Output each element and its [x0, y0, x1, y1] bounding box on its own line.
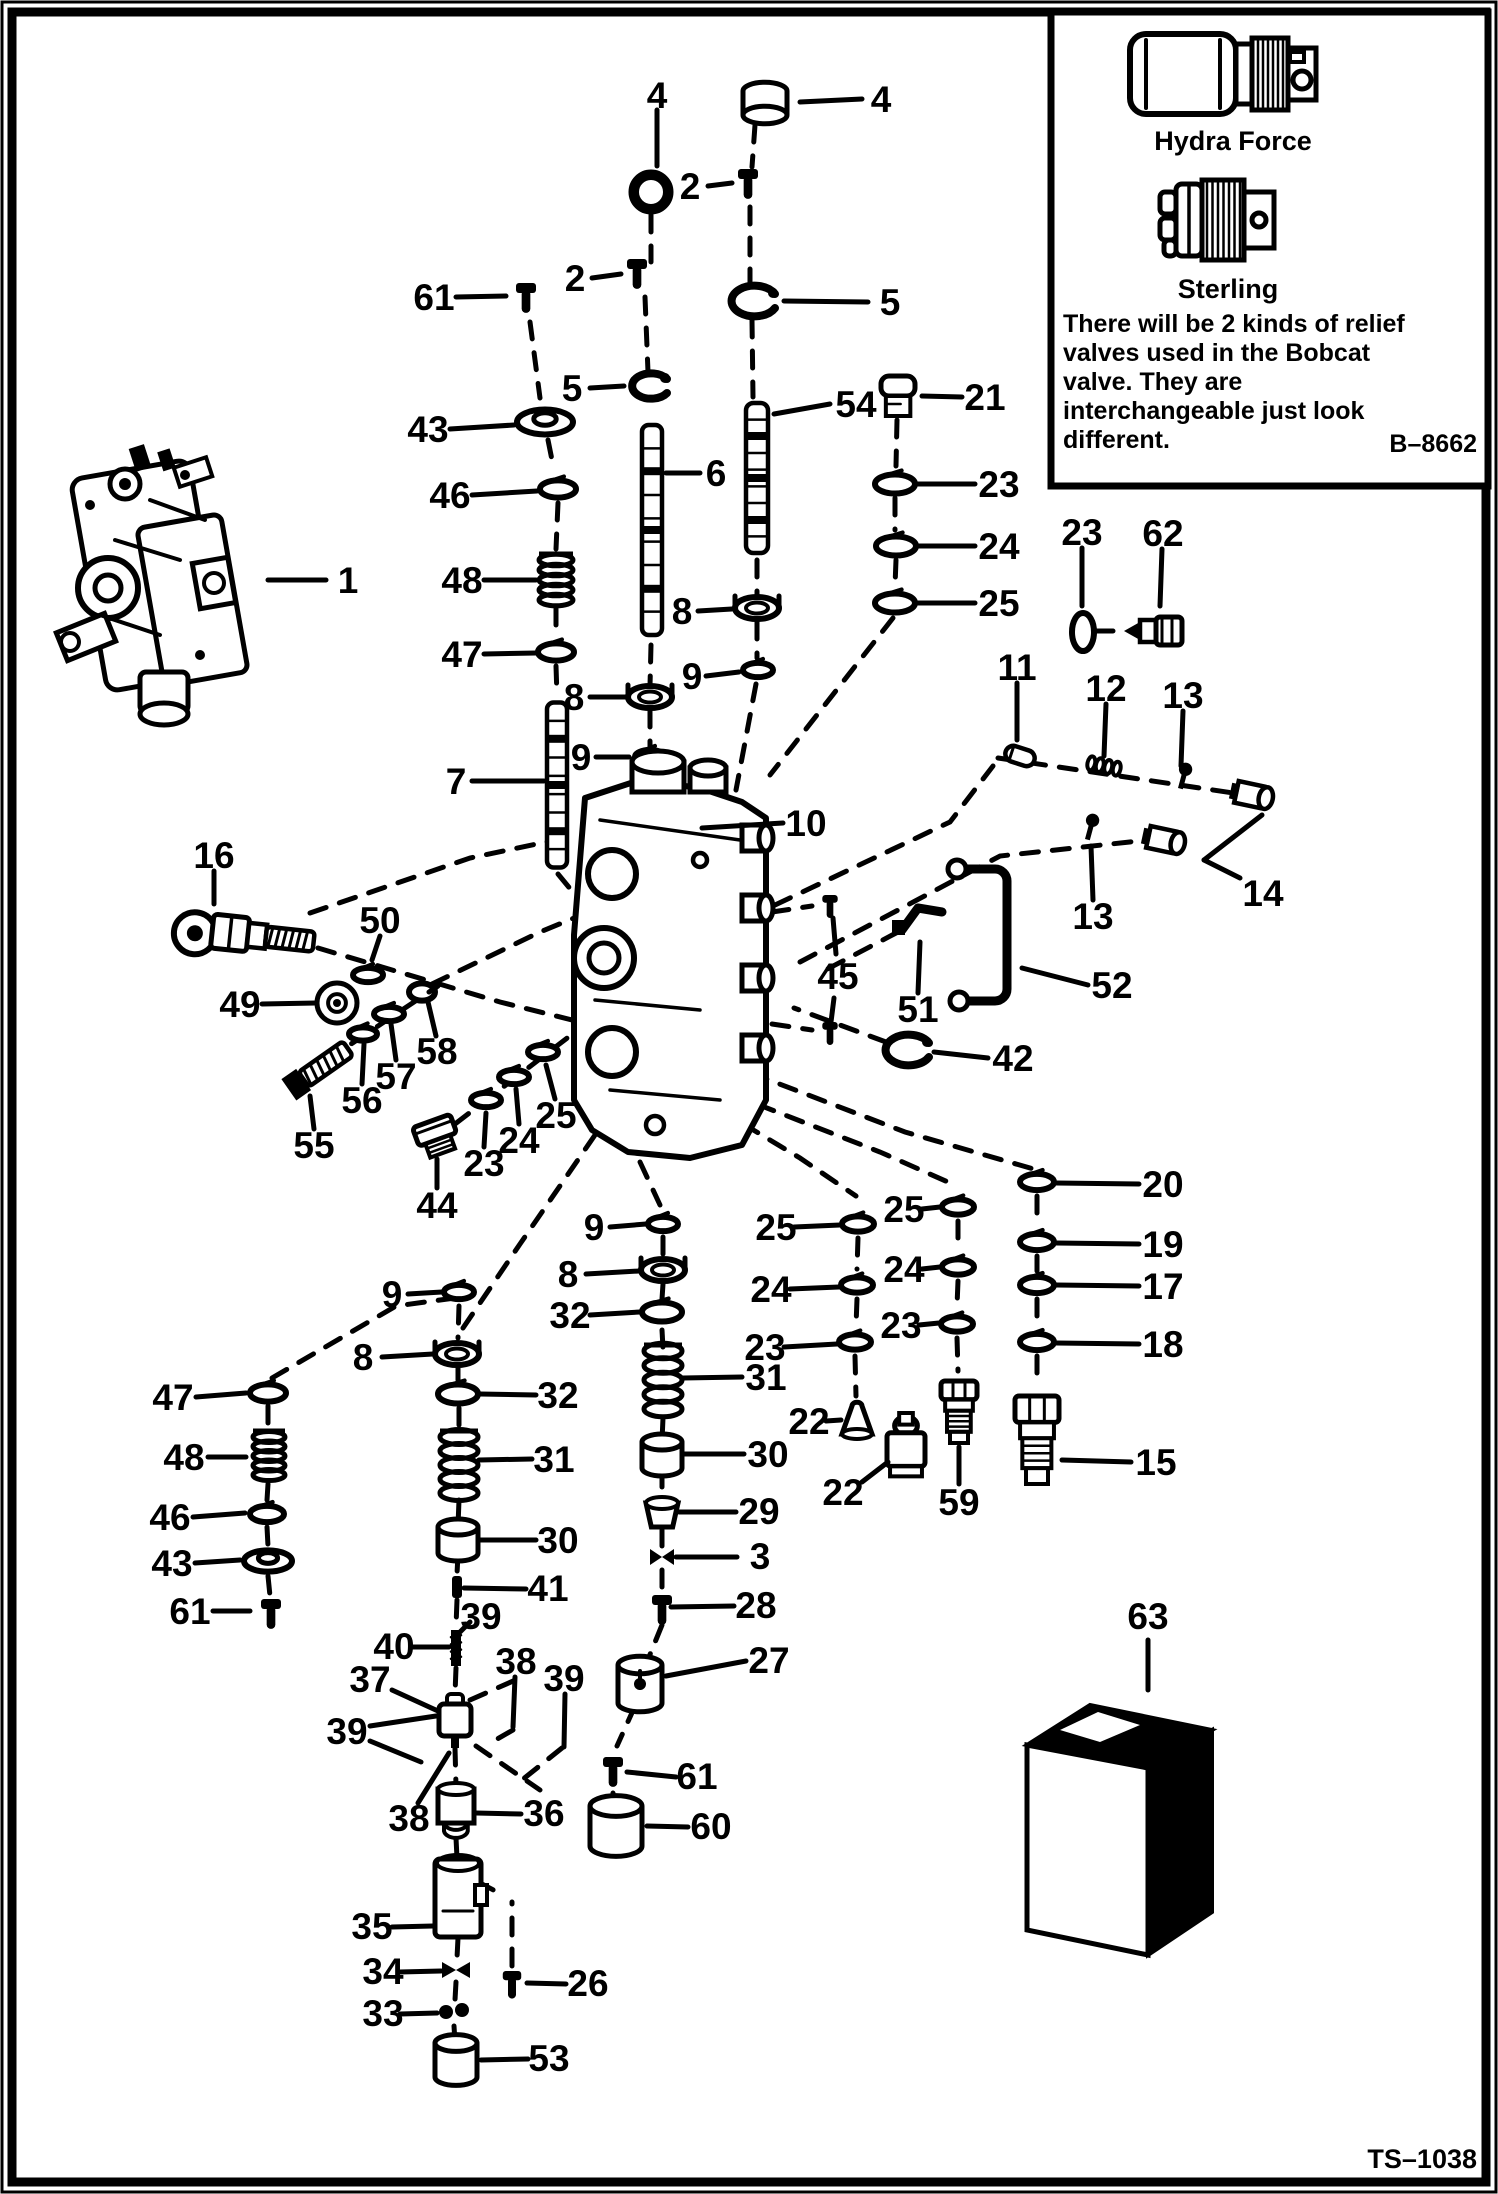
part-number-label: 33	[362, 1993, 404, 2034]
part-number-label: 46	[429, 475, 471, 516]
part-number-label: 11	[997, 647, 1037, 688]
part-number-label: 61	[169, 1591, 211, 1632]
assembly-axis-dashed	[772, 906, 812, 912]
part-handle-16	[172, 910, 316, 966]
part-number-label: 5	[879, 282, 901, 323]
part-number-label: 31	[533, 1439, 575, 1480]
assembly-axis-dashed	[310, 838, 565, 913]
part-number-label: 45	[817, 956, 859, 997]
part-number-label: 47	[441, 634, 483, 675]
part-spring-48L	[253, 1431, 285, 1481]
part-washer-23d	[839, 1330, 871, 1349]
part-number-label: 25	[978, 583, 1020, 624]
part-spool-6	[642, 425, 662, 635]
assembly-axis-dashed	[458, 1306, 459, 1338]
part-number-label: 13	[1072, 896, 1114, 937]
assembly-axis-dashed	[455, 1668, 456, 1694]
part-number-label: 8	[563, 677, 585, 718]
part-number-label: 2	[679, 166, 701, 207]
note-line: valve. They are	[1063, 368, 1243, 396]
sheet-code: TS–1038	[1367, 2144, 1477, 2174]
part-number-label: 62	[1142, 513, 1184, 554]
part-number-label: 61	[676, 1756, 718, 1797]
part-fitting-14a	[1228, 780, 1275, 810]
part-number-label: 17	[1142, 1266, 1184, 1307]
part-cap-4-right	[743, 82, 787, 124]
part-washer-23a	[471, 1089, 501, 1107]
assembly-axis-dashed	[456, 1600, 457, 1626]
part-number-label: 2	[564, 258, 586, 299]
part-plug-22b	[887, 1413, 925, 1476]
part-number-label: 4	[646, 75, 668, 116]
assembly-axis-dashed	[772, 1024, 812, 1030]
part-washer-47a	[538, 639, 574, 660]
hydra-force-valve-drawing	[1130, 34, 1316, 114]
assembly-axis-dashed	[522, 1748, 562, 1780]
valve1-name-label: Hydra Force	[1154, 126, 1312, 156]
part-number-label: 43	[407, 409, 449, 450]
part-screw-61L	[261, 1599, 281, 1629]
part-washer-47L	[250, 1380, 286, 1401]
part-screw-13b	[1081, 812, 1101, 841]
part-number-label: 39	[326, 1711, 368, 1752]
part-number-label: 36	[523, 1793, 565, 1834]
part-screw-61a	[516, 283, 536, 313]
part-number-label: 46	[149, 1497, 191, 1538]
assembly-axis-dashed	[640, 1162, 660, 1205]
assembly-axis-dashed	[432, 914, 584, 984]
part-washer-25e	[942, 1195, 974, 1214]
valve2-name-label: Sterling	[1177, 274, 1279, 304]
part-number-label: 56	[341, 1080, 383, 1121]
part-number-label: 4	[870, 79, 892, 120]
part-balls-33	[439, 2003, 469, 2019]
part-dish-43a	[517, 410, 573, 435]
part-elbow-51	[892, 908, 942, 935]
part-washer-25d	[842, 1212, 874, 1231]
part-number-label: 23	[978, 464, 1020, 505]
assembly-axis-dashed	[895, 560, 896, 586]
part-number-label: 39	[543, 1658, 585, 1699]
part-number-label: 13	[1162, 675, 1204, 716]
part-washer-9a	[743, 659, 773, 677]
assembly-axis-dashed	[492, 1730, 513, 1742]
part-seat-22a	[842, 1402, 872, 1439]
part-number-label: 22	[788, 1401, 830, 1442]
part-number-label: 30	[537, 1520, 579, 1561]
part-number-label: 40	[373, 1626, 415, 1667]
relief-valve-note-box	[1051, 12, 1488, 486]
part-cupw-8c	[435, 1342, 479, 1365]
part-spring-48a	[539, 554, 573, 606]
part-number-label: 37	[349, 1659, 391, 1700]
part-number-label: 58	[416, 1031, 458, 1072]
part-oring-23d	[1072, 613, 1094, 651]
part-number-label: 60	[690, 1806, 732, 1847]
part-number-label: 3	[749, 1536, 771, 1577]
part-relief-15	[1015, 1396, 1059, 1484]
part-washer-24a	[499, 1066, 529, 1084]
note-line: interchangeable just look	[1063, 397, 1365, 425]
part-number-label: 38	[388, 1798, 430, 1839]
part-fitting-14b	[1140, 825, 1187, 855]
part-number-label: 23	[463, 1143, 505, 1184]
part-bracket-52	[948, 860, 1007, 1010]
assembly-axis-dashed	[649, 1625, 662, 1657]
part-number-label: 38	[495, 1641, 537, 1682]
part-number-label: 43	[151, 1543, 193, 1584]
part-clip-5a	[732, 286, 778, 317]
assembly-axis-dashed	[455, 1748, 456, 1786]
part-number-label: 59	[938, 1482, 980, 1523]
part-number-label: 28	[735, 1585, 777, 1626]
assembly-axis-dashed	[794, 1008, 886, 1042]
part-number-label: 34	[362, 1951, 404, 1992]
part-number-label: 25	[535, 1095, 577, 1136]
part-dish-43L	[244, 1550, 292, 1571]
assembly-axis-dashed	[476, 1746, 540, 1790]
figure-code: B–8662	[1389, 430, 1477, 458]
assembly-axis-dashed	[957, 1338, 958, 1371]
part-number-label: 25	[883, 1189, 925, 1230]
part-number-label: 1	[337, 560, 359, 601]
assembly-axis-dashed	[556, 666, 557, 696]
part-number-label: 16	[193, 835, 235, 876]
part-screw-45l	[822, 1022, 837, 1045]
part-number-label: 32	[549, 1295, 591, 1336]
part-number-label: 63	[1127, 1596, 1169, 1637]
part-spool-54	[746, 403, 768, 553]
part-number-label: 42	[992, 1038, 1034, 1079]
assembly-axis-dashed	[736, 684, 756, 790]
part-cupw-8a	[735, 596, 779, 619]
part-spring-31c	[644, 1343, 682, 1417]
assembly-axis-dashed	[457, 1938, 458, 1958]
part-washer-18	[1020, 1330, 1054, 1350]
assembly-axis-dashed	[645, 297, 648, 372]
part-number-label: 49	[219, 984, 261, 1025]
assembly-axis-dashed	[896, 420, 897, 466]
part-spool-7	[547, 703, 567, 868]
part-number-label: 9	[381, 1274, 403, 1315]
part-number-label: 24	[883, 1249, 925, 1290]
part-valve-59	[941, 1381, 977, 1443]
part-number-label: 41	[527, 1568, 569, 1609]
part-assembly-1	[56, 444, 248, 725]
part-number-label: 27	[748, 1640, 790, 1681]
part-washer-34	[442, 1962, 470, 1978]
assembly-axis-dashed	[662, 1284, 663, 1299]
part-number-label: 54	[835, 384, 877, 425]
part-washer-25c	[875, 589, 915, 612]
part-screw-28	[652, 1595, 672, 1625]
part-number-label: 9	[570, 737, 592, 778]
part-fitting-62	[1124, 617, 1182, 645]
part-number-label: 30	[747, 1434, 789, 1475]
part-washer-9c	[444, 1281, 474, 1299]
part-washer-24c	[876, 532, 916, 555]
part-number-label: 31	[745, 1357, 787, 1398]
part-number-label: 8	[671, 591, 693, 632]
assembly-axis-dashed	[857, 1238, 858, 1269]
part-number-label: 29	[738, 1491, 780, 1532]
part-washer-9d	[648, 1213, 678, 1231]
assembly-axis-dashed	[957, 1281, 958, 1306]
part-washer-20	[1020, 1170, 1054, 1190]
note-line: different.	[1063, 426, 1170, 454]
part-number-label: 44	[416, 1185, 458, 1226]
part-number-label: 7	[445, 761, 467, 802]
part-number-label: 25	[755, 1207, 797, 1248]
assembly-axis-dashed	[267, 1527, 268, 1546]
part-number-label: 24	[498, 1120, 540, 1161]
part-cyl-11	[1003, 744, 1036, 768]
part-washer-56	[349, 1023, 377, 1040]
assembly-axis-dashed	[268, 1576, 270, 1596]
part-number-label: 21	[964, 377, 1006, 418]
part-number-label: 52	[1091, 965, 1133, 1006]
part-cup-30b	[438, 1519, 478, 1561]
assembly-axis-dashed	[856, 1299, 857, 1326]
part-washer-25a	[528, 1041, 558, 1059]
assembly-axis-dashed	[267, 1484, 268, 1500]
part-number-label: 47	[152, 1377, 194, 1418]
part-number-label: 55	[293, 1125, 335, 1166]
part-piston-27	[618, 1656, 662, 1712]
part-number-label: 5	[561, 368, 583, 409]
assembly-axis-dashed	[752, 320, 753, 397]
part-plug-44	[412, 1114, 461, 1160]
part-washer-17	[1020, 1273, 1054, 1293]
part-number-label: 19	[1142, 1224, 1184, 1265]
part-washer-3	[650, 1549, 674, 1565]
part-number-label: 23	[744, 1327, 786, 1368]
part-washer-24e	[942, 1255, 974, 1274]
part-box-63	[1027, 1705, 1212, 1955]
part-washer-57	[374, 1003, 404, 1021]
assembly-axis-dashed	[650, 645, 651, 686]
assembly-axis-dashed	[455, 1982, 456, 2000]
part-screw-2a	[738, 169, 758, 199]
note-line: There will be 2 kinds of relief	[1063, 310, 1405, 338]
part-number-label: 48	[163, 1437, 205, 1478]
part-number-label: 50	[359, 900, 401, 941]
part-number-label: 24	[750, 1269, 792, 1310]
part-spring-31b	[440, 1429, 478, 1500]
part-number-label: 51	[897, 989, 939, 1030]
part-number-label: 22	[822, 1472, 864, 1513]
part-number-label: 53	[528, 2038, 570, 2079]
part-plug-21	[881, 376, 915, 416]
assembly-axis-dashed	[855, 1356, 856, 1396]
part-cup-53	[435, 2035, 477, 2086]
part-number-label: 35	[351, 1906, 393, 1947]
part-screw-45u	[822, 895, 837, 918]
part-number-label: 15	[1135, 1442, 1177, 1483]
part-number-label: 26	[567, 1963, 609, 2004]
part-washer-24d	[841, 1273, 873, 1292]
assembly-axis-dashed	[556, 503, 558, 549]
part-valve-body-10	[574, 751, 773, 1158]
part-number-label: 10	[785, 803, 827, 844]
part-number-label: 20	[1142, 1164, 1184, 1205]
part-washer-32c	[642, 1298, 682, 1321]
part-washer-23c	[875, 470, 915, 493]
part-screw-61b	[603, 1757, 623, 1787]
assembly-axis-dashed	[530, 322, 540, 398]
part-washer-32b	[438, 1380, 478, 1403]
part-screw-2b	[627, 259, 647, 289]
part-pin-41	[452, 1576, 462, 1598]
part-cupw-8b	[628, 685, 672, 708]
part-washer-46L	[250, 1502, 284, 1522]
part-cupw-8d	[641, 1258, 685, 1281]
part-number-label: 48	[441, 560, 483, 601]
part-screw-26	[503, 1971, 521, 1999]
part-cap-4-left	[630, 171, 672, 213]
assembly-axis-dashed	[752, 125, 755, 167]
part-washer-19	[1020, 1230, 1054, 1250]
part-number-label: 39	[460, 1596, 502, 1637]
assembly-axis-dashed	[548, 440, 554, 470]
part-number-label: 23	[1061, 512, 1103, 553]
part-number-label: 23	[880, 1305, 922, 1346]
part-poppet-37	[439, 1694, 471, 1748]
part-bush-36	[438, 1783, 474, 1838]
note-line: valves used in the Bobcat	[1063, 339, 1371, 367]
sterling-valve-drawing	[1160, 180, 1274, 260]
part-number-label: 8	[557, 1254, 579, 1295]
part-number-label: 8	[352, 1337, 374, 1378]
part-number-label: 9	[681, 656, 703, 697]
part-clip-42	[886, 1035, 932, 1066]
part-number-label: 14	[1242, 873, 1284, 914]
part-number-label: 6	[705, 453, 727, 494]
part-nut-49	[317, 983, 357, 1023]
part-washer-23e	[941, 1312, 973, 1331]
part-number-label: 12	[1085, 668, 1127, 709]
part-clip-5b	[632, 373, 670, 399]
part-number-label: 9	[583, 1207, 605, 1248]
part-number-label: 24	[978, 526, 1020, 567]
part-number-label: 57	[375, 1056, 417, 1097]
part-cup-60	[590, 1796, 642, 1857]
part-number-label: 18	[1142, 1324, 1184, 1365]
part-cyl-35	[435, 1855, 487, 1937]
part-number-label: 61	[413, 277, 455, 318]
part-cup-30c	[642, 1434, 682, 1476]
part-number-label: 32	[537, 1375, 579, 1416]
part-washer-46a	[540, 476, 576, 497]
part-poppet-29	[646, 1497, 678, 1527]
assembly-axis-dashed	[770, 618, 893, 775]
